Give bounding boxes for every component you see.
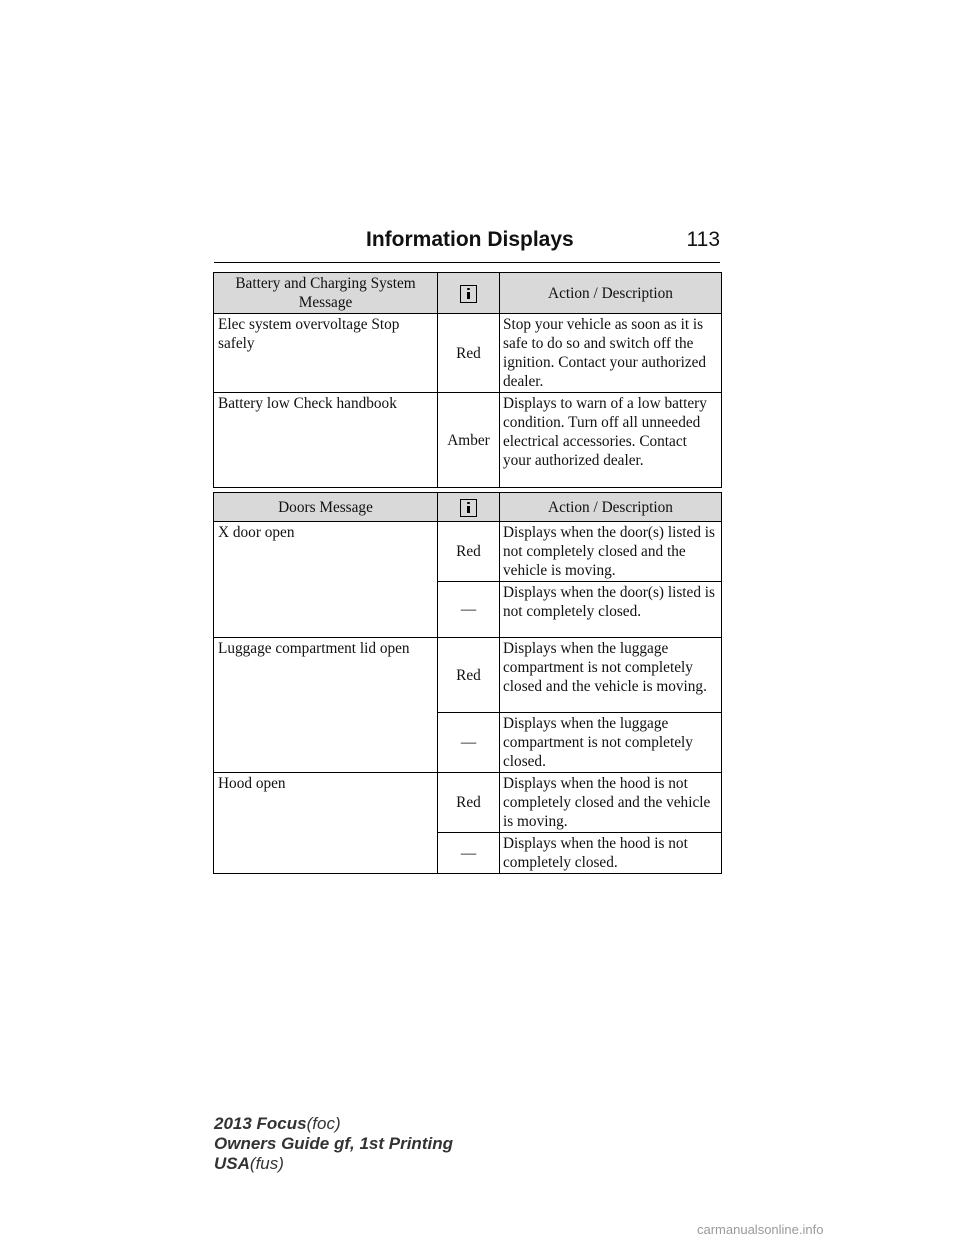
color-cell: Red <box>438 773 500 833</box>
section-title: Information Displays <box>366 228 574 251</box>
info-icon <box>460 285 477 303</box>
doors-messages-table <box>213 492 722 874</box>
watermark: carmanualsonline.info <box>697 1222 824 1237</box>
footer-line <box>214 1134 453 1154</box>
table-row <box>214 314 722 393</box>
table-row <box>214 773 722 833</box>
message-column-header: Doors Message <box>214 493 438 522</box>
table-header-row <box>214 273 722 314</box>
description-cell: Displays when the luggage compartment is not completely closed. <box>500 713 722 773</box>
color-cell: — <box>438 833 500 874</box>
indicator-column-header <box>438 273 500 314</box>
page-header <box>214 228 720 263</box>
footer-imprint <box>214 1114 453 1174</box>
color-cell: Red <box>438 314 500 393</box>
info-icon <box>460 499 477 517</box>
color-cell: Amber <box>438 393 500 488</box>
color-cell: Red <box>438 638 500 713</box>
footer-line <box>214 1114 453 1134</box>
message-cell: Hood open <box>214 773 438 874</box>
footer-market: USA <box>214 1154 250 1173</box>
message-column-header: Battery and Charging System Message <box>214 273 438 314</box>
footer-market-code: (fus) <box>249 1154 284 1173</box>
table-row <box>214 393 722 488</box>
footer-line <box>214 1154 453 1174</box>
color-cell: — <box>438 713 500 773</box>
description-column-header: Action / Description <box>500 493 722 522</box>
table-row <box>214 522 722 582</box>
table-row <box>214 638 722 713</box>
message-cell: X door open <box>214 522 438 638</box>
footer-code: (foc) <box>306 1114 341 1133</box>
indicator-column-header <box>438 493 500 522</box>
color-cell: — <box>438 582 500 638</box>
footer-edition: Owners Guide gf, 1st Printing <box>214 1134 453 1153</box>
footer-model: 2013 Focus <box>214 1114 307 1133</box>
description-column-header: Action / Description <box>500 273 722 314</box>
table-header-row <box>214 493 722 522</box>
description-cell: Displays to warn of a low battery condition. Turn off all unneeded electrical accessories. Contact your authorized dealer. <box>500 393 722 488</box>
description-cell: Displays when the hood is not completely closed and the vehicle is moving. <box>500 773 722 833</box>
message-cell: Battery low Check handbook <box>214 393 438 488</box>
message-cell: Luggage compartment lid open <box>214 638 438 773</box>
color-cell: Red <box>438 522 500 582</box>
message-cell: Elec system overvoltage Stop safely <box>214 314 438 393</box>
description-cell: Displays when the luggage compartment is not completely closed and the vehicle is moving. <box>500 638 722 713</box>
description-cell: Displays when the door(s) listed is not completely closed. <box>500 582 722 638</box>
battery-messages-table <box>213 272 722 488</box>
description-cell: Displays when the door(s) listed is not completely closed and the vehicle is moving. <box>500 522 722 582</box>
description-cell: Stop your vehicle as soon as it is safe to do so and switch off the ignition. Contact your authorized dealer. <box>500 314 722 393</box>
description-cell: Displays when the hood is not completely closed. <box>500 833 722 874</box>
page-number: 113 <box>686 228 720 251</box>
